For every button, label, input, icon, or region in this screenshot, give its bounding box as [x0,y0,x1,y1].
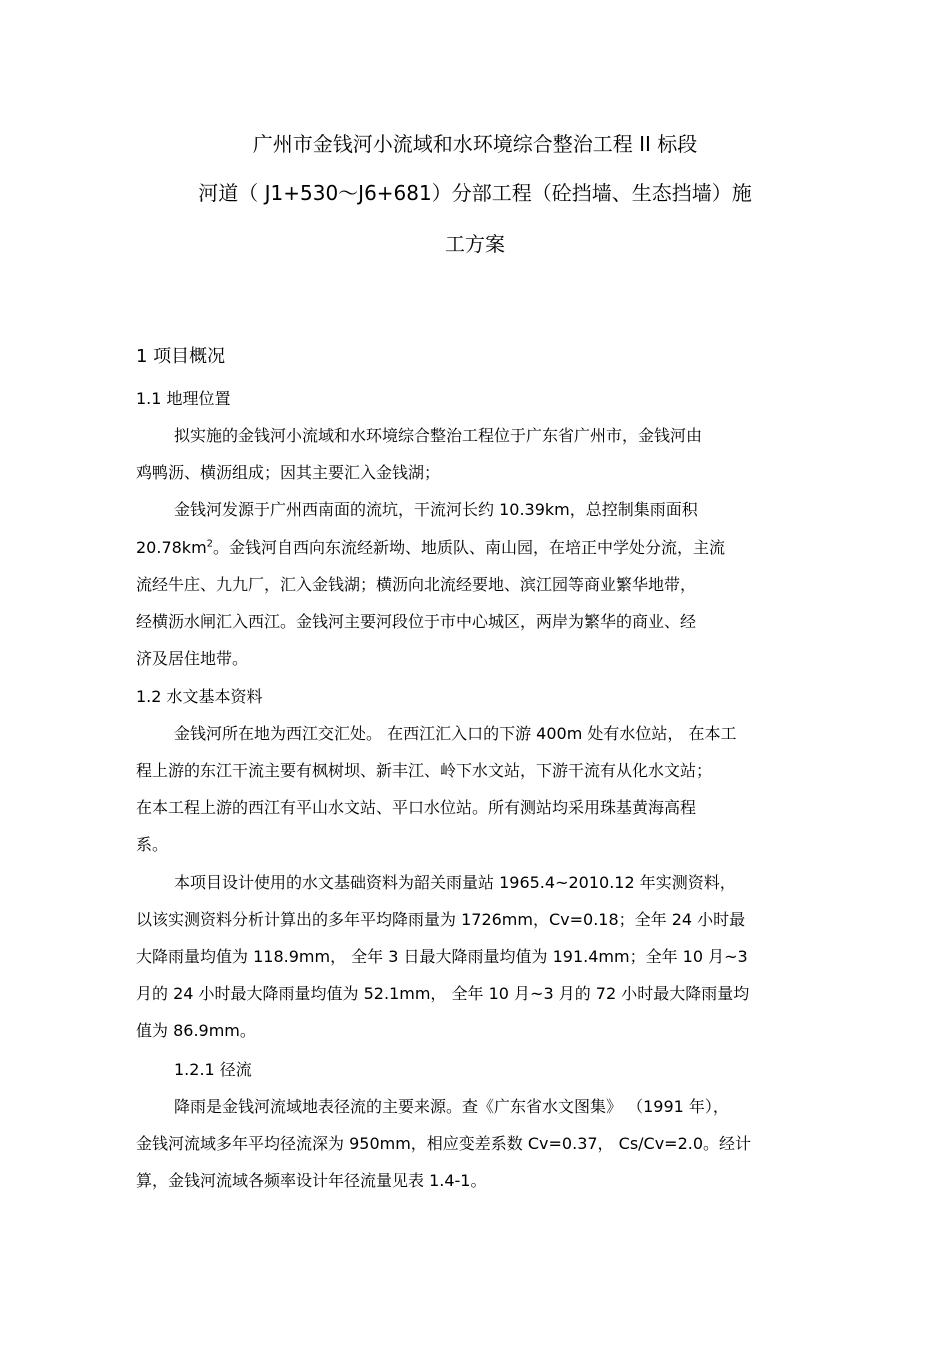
area-value: 20.78km [136,538,207,557]
superscript-2: 2 [206,538,214,550]
paragraph-2-line-2 [136,537,725,559]
paragraph-3-line-4: 系。 [136,835,169,854]
document-title-line-2: 河道（ J1+530～J6+681）分部工程（砼挡墙、生态挡墙）施 [198,181,752,205]
paragraph-2-line-3: 流经牛庄、九九厂，汇入金钱湖；横沥向北流经要地、滨江园等商业繁华地带， [136,575,697,594]
paragraph-3-line-2: 程上游的东江干流主要有枫树坝、新丰江、岭下水文站，下游干流有从化水文站； [136,761,713,780]
paragraph-4-line-5: 值为 86.9mm。 [136,1021,256,1040]
paragraph-2-line-1: 金钱河发源于广州西南面的流坑，干流河长约 10.39km，总控制集雨面积 [174,500,698,519]
paragraph-5-line-2: 金钱河流域多年平均径流深为 950mm，相应变差系数 Cv=0.37， Cs/Cv=2.0。经计 [136,1134,752,1153]
section-heading-1-1: 1.1 地理位置 [136,389,231,408]
paragraph-5-line-1: 降雨是金钱河流域地表径流的主要来源。查《广东省水文图集》 （1991 年）， [174,1097,729,1116]
paragraph-4-line-4: 月的 24 小时最大降雨量均值为 52.1mm， 全年 10 月~3 月的 72 小时最大降雨量均 [136,984,750,1003]
paragraph-3-line-1: 金钱河所在地为西江交汇处。 在西江汇入口的下游 400m 处有水位站， 在本工 [174,724,737,743]
section-heading-1-2-1: 1.2.1 径流 [174,1060,252,1079]
section-heading-1: 1 项目概况 [136,346,226,367]
paragraph-1-line-1: 拟实施的金钱河小流域和水环境综合整治工程位于广东省广州市，金钱河由 [174,426,703,445]
document-title-line-3: 工方案 [445,232,505,256]
paragraph-1-line-2: 鸡鸭沥、横沥组成；因其主要汇入金钱湖； [136,463,441,482]
paragraph-3-line-3: 在本工程上游的西江有平山水文站、平口水位站。所有测站均采用珠基黄海高程 [136,798,697,817]
paragraph-4-line-1: 本项目设计使用的水文基础资料为韶关雨量站 1965.4~2010.12 年实测资料， [174,873,736,892]
document-title-line-1: 广州市金钱河小流域和水环境综合整治工程 II 标段 [252,132,698,156]
paragraph-5-line-3: 算，金钱河流域各频率设计年径流量见表 1.4-1。 [136,1171,487,1190]
paragraph-2-line-5: 济及居住地带。 [136,649,249,668]
paragraph-2-line-2-text: 。金钱河自西向东流经新坳、地质队、南山园，在培正中学处分流，主流 [213,538,726,557]
paragraph-2-line-4: 经横沥水闸汇入西江。金钱河主要河段位于市中心城区，两岸为繁华的商业、经 [136,612,697,631]
section-heading-1-2: 1.2 水文基本资料 [136,687,263,706]
paragraph-4-line-2: 以该实测资料分析计算出的多年平均降雨量为 1726mm，Cv=0.18；全年 24 小时最 [136,910,746,929]
paragraph-4-line-3: 大降雨量均值为 118.9mm， 全年 3 日最大降雨量均值为 191.4mm；全年 10 月~3 [136,947,748,966]
